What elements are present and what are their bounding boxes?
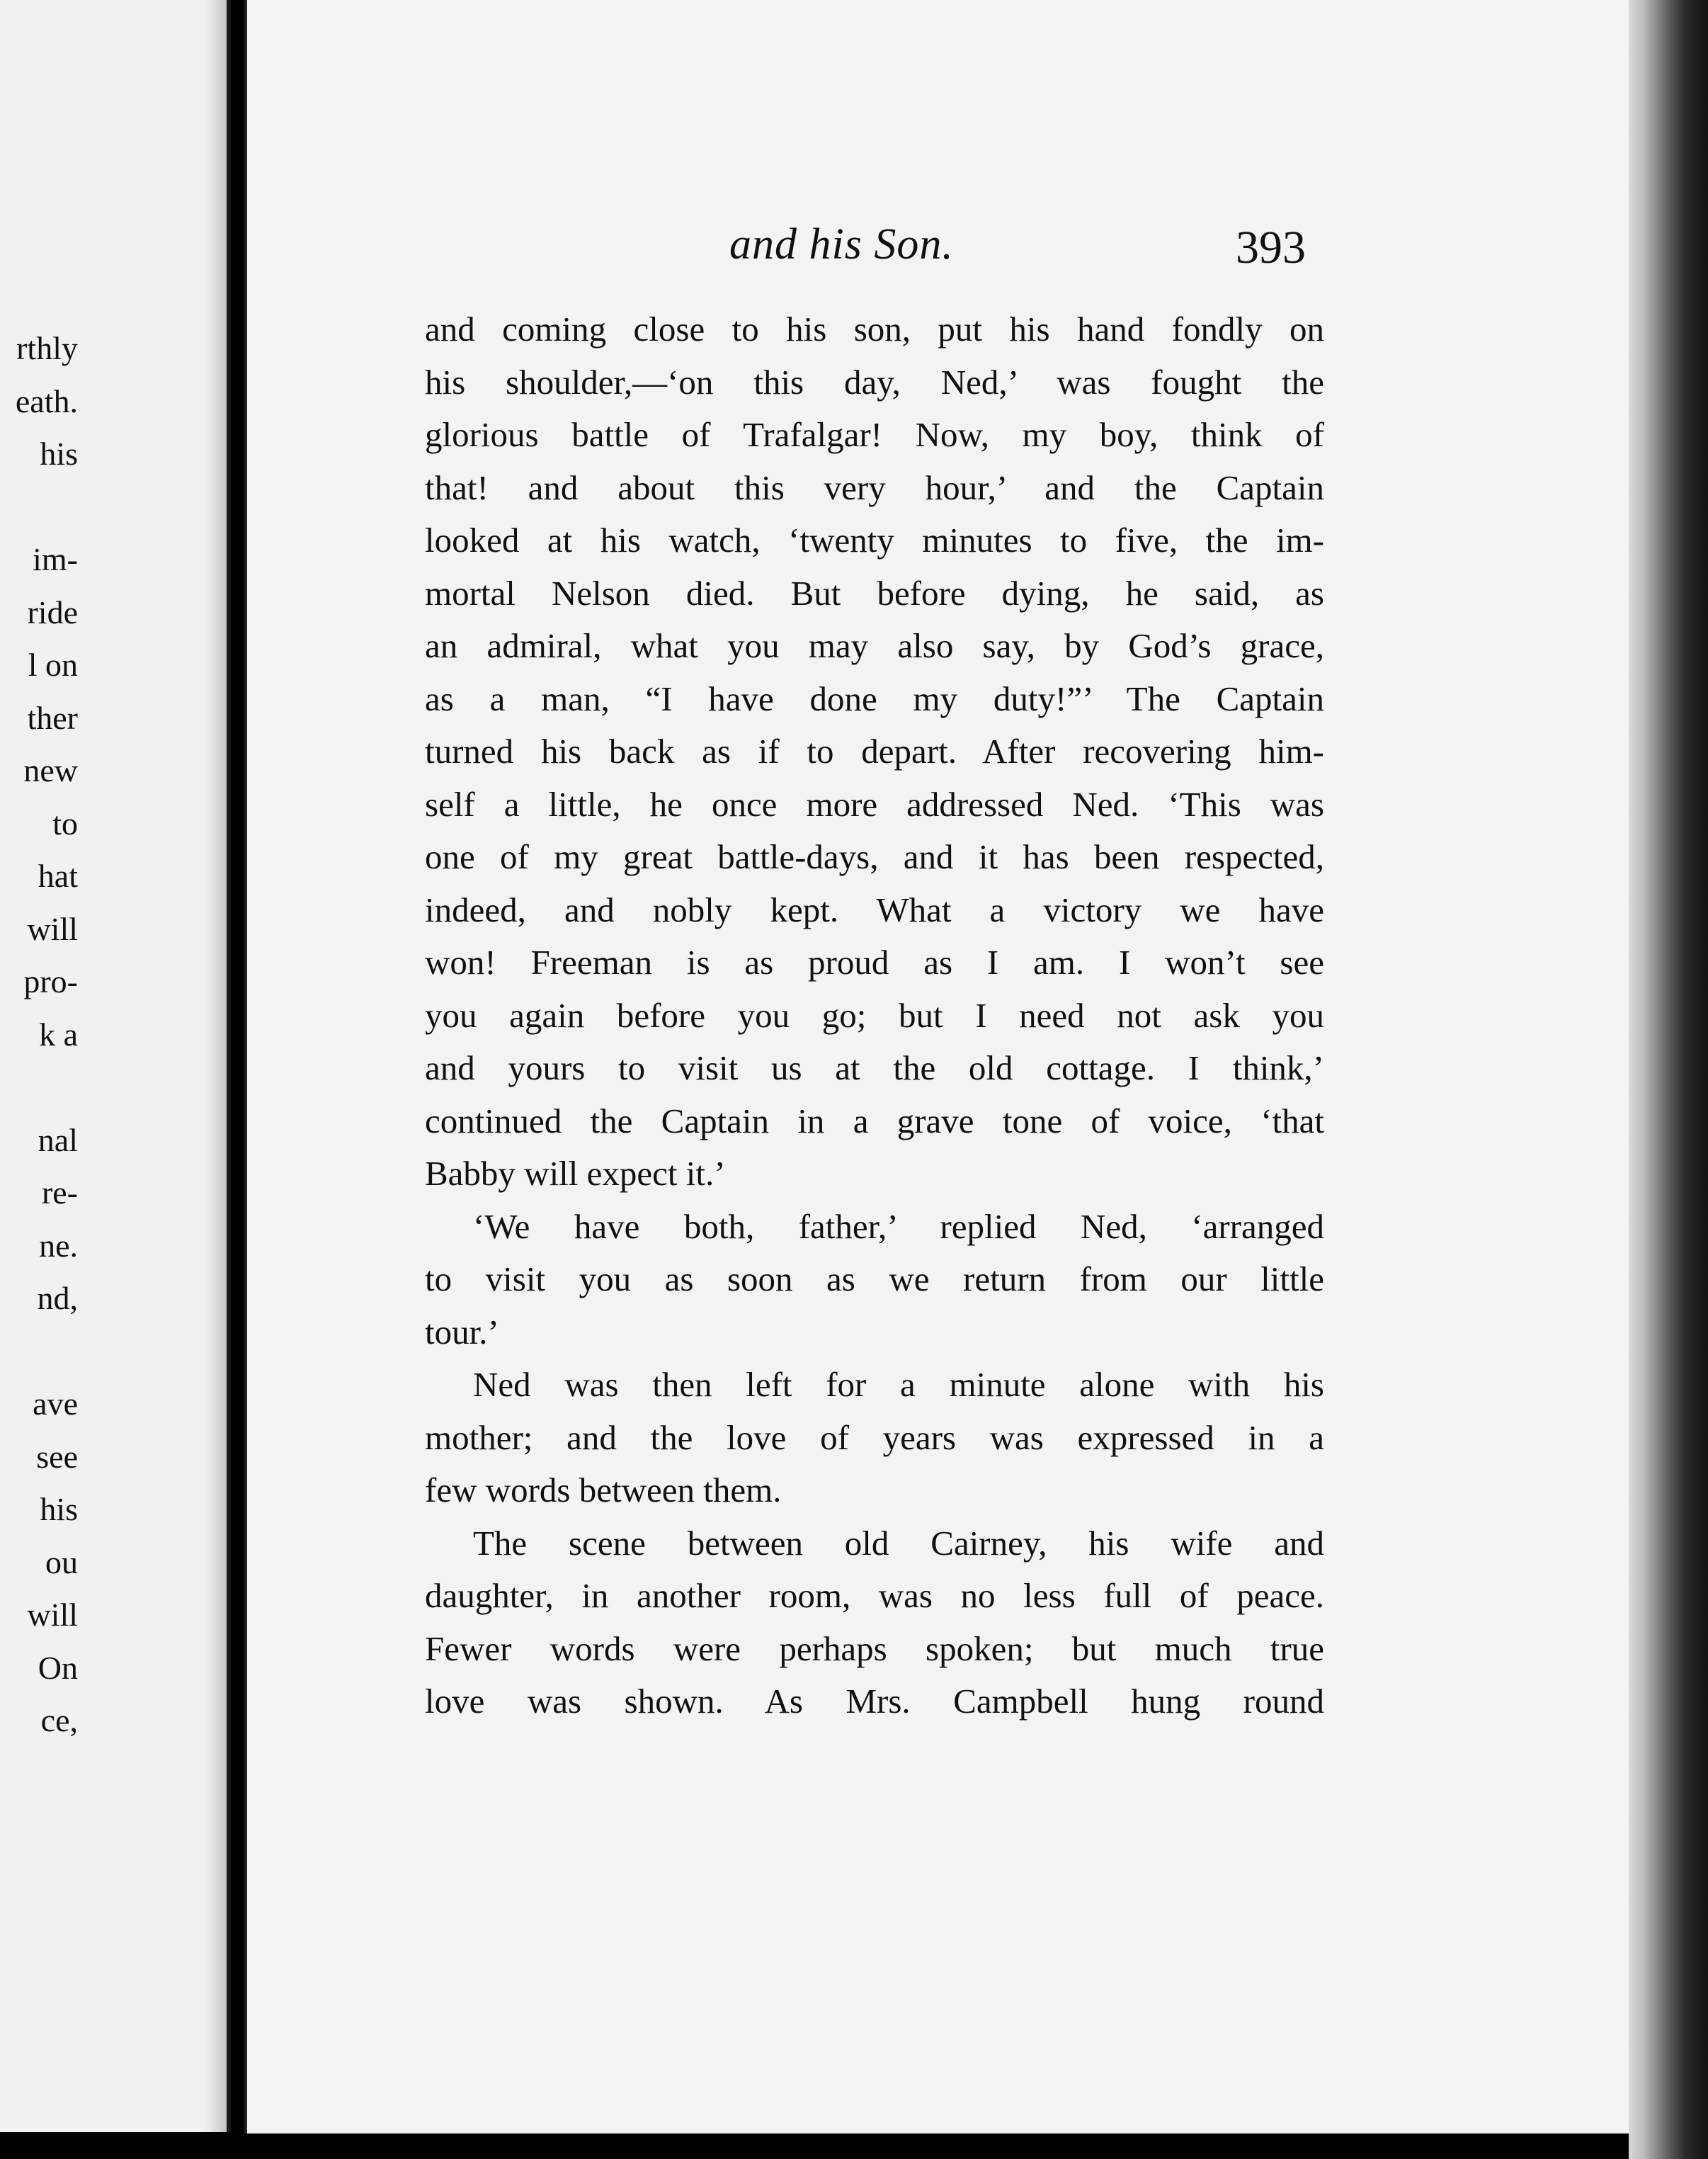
paragraph [425, 1359, 1324, 1517]
running-head: and his Son. [729, 220, 954, 268]
fragment-line: rthly [16, 330, 78, 366]
text-line: ‘We have both, father,’ replied Ned, ‘arranged [473, 1206, 1324, 1246]
fragment-line: On [38, 1649, 78, 1686]
fragment-line: im- [33, 541, 78, 577]
text-line: won! Freeman is as proud as I am. I won’t see [425, 943, 1324, 982]
fragment-line: re- [41, 1174, 78, 1211]
text-line: turned his back as if to depart. After recovering him- [425, 732, 1324, 771]
text-line: tour.’ [425, 1312, 499, 1352]
fragment-line: nal [38, 1121, 78, 1158]
text-line: love was shown. As Mrs. Campbell hung round [425, 1682, 1324, 1721]
fragment-line: will [27, 910, 78, 947]
body-text [425, 303, 1324, 1728]
paragraph [425, 1517, 1324, 1728]
fragment-line: ne. [39, 1227, 78, 1264]
text-line: glorious battle of Trafalgar! Now, my boy, think of [425, 415, 1324, 454]
fragment-line [0, 1325, 78, 1378]
text-line: self a little, he once more addressed Ned. ‘This was [425, 784, 1324, 824]
fragment-line: pro- [23, 963, 78, 999]
fragment-line: nd, [37, 1280, 78, 1316]
text-line: that! and about this very hour,’ and the Captain [425, 468, 1324, 507]
text-line: looked at his watch, ‘twenty minutes to five, the im- [425, 521, 1324, 560]
text-line: mortal Nelson died. But before dying, he said, as [425, 573, 1324, 613]
fragment-line: hat [38, 858, 78, 894]
previous-page-text-fragments [0, 322, 78, 1747]
text-line: to visit you as soon as we return from our little [425, 1259, 1324, 1298]
fragment-line [0, 481, 78, 534]
fragment-line: ave [33, 1386, 78, 1422]
text-line: The scene between old Cairney, his wife and [473, 1523, 1324, 1563]
text-line: indeed, and nobly kept. What a victory we have [425, 890, 1324, 929]
text-line: few words between them. [425, 1470, 782, 1509]
fragment-line [0, 1061, 78, 1114]
text-line: Ned was then left for a minute alone with his [473, 1365, 1324, 1404]
fragment-line: new [23, 752, 78, 788]
paragraph [425, 303, 1324, 1201]
text-line: mother; and the love of years was expressed in a [425, 1417, 1324, 1457]
text-line: and coming close to his son, put his hand fondly on [425, 310, 1324, 348]
fragment-line: ther [27, 699, 78, 736]
text-line: Babby will expect it.’ [425, 1154, 726, 1193]
fragment-line: to [52, 805, 78, 842]
text-line: an admiral, what you may also say, by God’s grace, [425, 626, 1324, 665]
fragment-line: l on [28, 647, 78, 683]
fragment-line: will [27, 1597, 78, 1633]
text-line: one of my great battle-days, and it has been respected, [425, 837, 1324, 876]
fragment-line: ce, [40, 1702, 78, 1738]
fragment-line: ou [45, 1543, 78, 1580]
gutter-shadow [205, 0, 227, 2132]
fragment-line: see [36, 1438, 78, 1475]
previous-page-edge [0, 0, 231, 2132]
text-line: daughter, in another room, was no less full of peace. [425, 1576, 1324, 1615]
text-line: you again before you go; but I need not ask you [425, 995, 1324, 1035]
fragment-line: eath. [15, 382, 78, 419]
fragment-line: his [40, 1491, 78, 1527]
paragraph [425, 1201, 1324, 1359]
page-edges [1629, 0, 1708, 2159]
text-line: Fewer words were perhaps spoken; but much true [425, 1628, 1324, 1668]
text-line: and yours to visit us at the old cottage. I think,’ [425, 1048, 1324, 1087]
text-line: as a man, “I have done my duty!”’ The Captain [425, 679, 1324, 718]
fragment-line: his [40, 436, 78, 472]
text-line: his shoulder,—‘on this day, Ned,’ was fought the [425, 362, 1324, 402]
page-number: 393 [1236, 222, 1306, 273]
fragment-line: ride [27, 594, 78, 630]
fragment-line: k a [39, 1016, 78, 1053]
text-line: continued the Captain in a grave tone of voice, ‘that [425, 1101, 1324, 1140]
